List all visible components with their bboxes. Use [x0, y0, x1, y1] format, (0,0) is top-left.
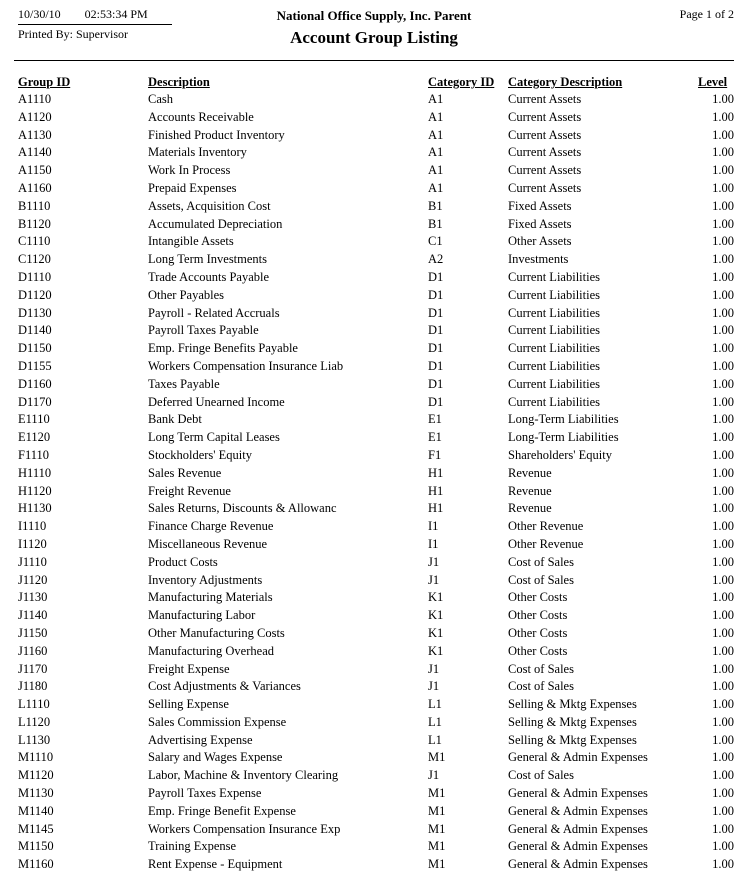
cell-category-id: K1	[428, 608, 444, 623]
cell-category-id: H1	[428, 483, 444, 498]
cell-category-id: I1	[428, 536, 439, 551]
cell-category-description: Other Costs	[508, 625, 568, 640]
cell-description: Labor, Machine & Inventory Clearing	[148, 768, 339, 783]
cell-category-id: E1	[428, 412, 442, 427]
cell-group-id: J1180	[18, 679, 48, 694]
cell-description: Payroll Taxes Payable	[148, 323, 259, 338]
table-row	[18, 429, 734, 447]
cell-description: Finished Product Inventory	[148, 127, 285, 142]
table-row	[18, 714, 734, 732]
cell-category-id: F1	[428, 447, 442, 462]
cell-group-id: D1110	[18, 269, 52, 284]
cell-category-id: A2	[428, 252, 444, 267]
cell-level: 1.00	[712, 447, 734, 462]
cell-category-id: B1	[428, 216, 443, 231]
column-header-group-id: Group ID	[18, 75, 71, 89]
cell-group-id: B1110	[18, 198, 51, 213]
cell-level: 1.00	[712, 394, 734, 409]
header-left	[18, 7, 172, 42]
cell-category-id: M1	[428, 750, 446, 765]
table-row	[18, 358, 734, 376]
cell-description: Manufacturing Labor	[148, 608, 256, 623]
cell-group-id: A1150	[18, 163, 52, 178]
cell-group-id: I1110	[18, 519, 47, 534]
table-row	[18, 767, 734, 785]
cell-group-id: J1160	[18, 643, 48, 658]
table-row	[18, 643, 734, 661]
table-row	[18, 180, 734, 198]
cell-group-id: M1130	[18, 786, 54, 801]
table-row	[18, 162, 734, 180]
cell-description: Prepaid Expenses	[148, 180, 237, 195]
cell-category-description: Revenue	[508, 501, 552, 516]
cell-group-id: F1110	[18, 447, 50, 462]
cell-description: Bank Debt	[148, 412, 202, 427]
cell-description: Assets, Acquisition Cost	[148, 198, 271, 213]
page-number: Page 1 of 2	[679, 7, 734, 21]
table-row	[18, 661, 734, 679]
cell-category-description: General & Admin Expenses	[508, 750, 648, 765]
cell-category-description: Other Costs	[508, 608, 568, 623]
cell-level: 1.00	[712, 269, 734, 284]
cell-level: 1.00	[712, 252, 734, 267]
cell-category-description: Cost of Sales	[508, 768, 574, 783]
table-row	[18, 411, 734, 429]
cell-level: 1.00	[712, 519, 734, 534]
cell-description: Training Expense	[148, 839, 237, 854]
cell-group-id: L1130	[18, 732, 51, 747]
cell-description: Freight Revenue	[148, 483, 231, 498]
cell-description: Long Term Capital Leases	[148, 430, 280, 445]
cell-category-id: D1	[428, 376, 444, 391]
cell-category-id: J1	[428, 572, 440, 587]
table-body	[18, 91, 734, 874]
cell-category-id: A1	[428, 145, 444, 160]
account-group-table	[18, 73, 734, 874]
cell-category-description: Current Assets	[508, 92, 582, 106]
table-row	[18, 305, 734, 323]
cell-level: 1.00	[712, 412, 734, 427]
cell-category-description: Other Costs	[508, 590, 568, 605]
cell-description: Inventory Adjustments	[148, 572, 263, 587]
cell-category-id: A1	[428, 109, 444, 124]
cell-group-id: M1140	[18, 803, 54, 818]
cell-category-id: H1	[428, 501, 444, 516]
table-row	[18, 127, 734, 145]
cell-category-description: General & Admin Expenses	[508, 803, 648, 818]
column-header-category-description: Category Description	[508, 75, 623, 89]
cell-level: 1.00	[712, 625, 734, 640]
cell-group-id: M1145	[18, 821, 54, 836]
cell-level: 1.00	[712, 732, 734, 747]
cell-group-id: E1110	[18, 412, 50, 427]
table-row	[18, 376, 734, 394]
cell-category-id: M1	[428, 839, 446, 854]
cell-level: 1.00	[712, 483, 734, 498]
cell-level: 1.00	[712, 501, 734, 516]
cell-category-description: General & Admin Expenses	[508, 839, 648, 854]
table-row	[18, 109, 734, 127]
cell-description: Freight Expense	[148, 661, 230, 676]
cell-level: 1.00	[712, 714, 734, 729]
cell-category-id: K1	[428, 625, 444, 640]
cell-level: 1.00	[712, 465, 734, 480]
cell-category-id: J1	[428, 768, 440, 783]
cell-category-description: Cost of Sales	[508, 661, 574, 676]
cell-category-description: Current Assets	[508, 145, 582, 160]
cell-group-id: A1130	[18, 127, 52, 142]
cell-level: 1.00	[712, 536, 734, 551]
column-header-level: Level	[698, 75, 728, 89]
cell-category-description: Fixed Assets	[508, 216, 572, 231]
cell-category-description: Cost of Sales	[508, 554, 574, 569]
cell-category-id: B1	[428, 198, 443, 213]
cell-category-description: Revenue	[508, 483, 552, 498]
cell-category-id: K1	[428, 643, 444, 658]
cell-category-id: C1	[428, 234, 443, 249]
cell-level: 1.00	[712, 554, 734, 569]
cell-category-id: L1	[428, 697, 442, 712]
cell-group-id: J1130	[18, 590, 48, 605]
table-row	[18, 500, 734, 518]
cell-category-id: A1	[428, 127, 444, 142]
cell-description: Accounts Receivable	[148, 109, 254, 124]
cell-group-id: M1120	[18, 768, 54, 783]
cell-level: 1.00	[712, 661, 734, 676]
cell-group-id: H1130	[18, 501, 52, 516]
cell-level: 1.00	[712, 768, 734, 783]
cell-description: Emp. Fringe Benefits Payable	[148, 341, 298, 356]
cell-category-description: Other Assets	[508, 234, 572, 249]
cell-group-id: H1120	[18, 483, 52, 498]
cell-category-description: Current Liabilities	[508, 358, 600, 373]
cell-category-id: A1	[428, 92, 444, 106]
cell-level: 1.00	[712, 216, 734, 231]
cell-category-id: D1	[428, 323, 444, 338]
cell-description: Sales Revenue	[148, 465, 222, 480]
cell-group-id: L1110	[18, 697, 50, 712]
table-row	[18, 554, 734, 572]
cell-category-id: J1	[428, 661, 440, 676]
cell-level: 1.00	[712, 145, 734, 160]
cell-category-description: Current Liabilities	[508, 323, 600, 338]
table-row	[18, 465, 734, 483]
cell-category-id: J1	[428, 679, 440, 694]
table-row	[18, 269, 734, 287]
cell-level: 1.00	[712, 697, 734, 712]
cell-group-id: L1120	[18, 714, 51, 729]
cell-group-id: M1160	[18, 857, 54, 872]
cell-category-description: Other Costs	[508, 643, 568, 658]
cell-group-id: J1140	[18, 608, 48, 623]
table-row	[18, 144, 734, 162]
cell-description: Cost Adjustments & Variances	[148, 679, 301, 694]
cell-description: Selling Expense	[148, 697, 229, 712]
cell-group-id: D1140	[18, 323, 52, 338]
cell-group-id: D1170	[18, 394, 52, 409]
cell-category-id: M1	[428, 857, 446, 872]
cell-level: 1.00	[712, 643, 734, 658]
table-row	[18, 518, 734, 536]
cell-description: Taxes Payable	[148, 376, 220, 391]
cell-group-id: M1110	[18, 750, 54, 765]
cell-category-description: Current Liabilities	[508, 376, 600, 391]
cell-category-id: D1	[428, 341, 444, 356]
cell-category-description: Current Liabilities	[508, 269, 600, 284]
table-row	[18, 233, 734, 251]
table-row	[18, 536, 734, 554]
cell-group-id: A1120	[18, 109, 52, 124]
cell-description: Other Payables	[148, 287, 225, 302]
cell-level: 1.00	[712, 323, 734, 338]
cell-category-description: Shareholders' Equity	[508, 447, 612, 462]
cell-description: Sales Commission Expense	[148, 714, 287, 729]
company-name: National Office Supply, Inc. Parent	[276, 8, 472, 23]
table-row	[18, 572, 734, 590]
cell-description: Salary and Wages Expense	[148, 750, 283, 765]
table-row	[18, 696, 734, 714]
cell-category-description: Investments	[508, 252, 569, 267]
table-row	[18, 251, 734, 269]
cell-category-id: J1	[428, 554, 440, 569]
table-row	[18, 749, 734, 767]
cell-category-description: Current Assets	[508, 180, 582, 195]
cell-category-description: Cost of Sales	[508, 572, 574, 587]
cell-category-description: Selling & Mktg Expenses	[508, 697, 637, 712]
table-row	[18, 340, 734, 358]
cell-level: 1.00	[712, 590, 734, 605]
cell-level: 1.00	[712, 234, 734, 249]
cell-description: Accumulated Depreciation	[148, 216, 283, 231]
cell-category-id: K1	[428, 590, 444, 605]
cell-description: Long Term Investments	[148, 252, 268, 267]
cell-group-id: C1110	[18, 234, 51, 249]
cell-description: Emp. Fringe Benefit Expense	[148, 803, 296, 818]
cell-category-description: Long-Term Liabilities	[508, 412, 619, 427]
cell-category-description: Other Revenue	[508, 519, 584, 534]
table-row	[18, 821, 734, 839]
cell-category-id: D1	[428, 287, 444, 302]
table-row	[18, 216, 734, 234]
cell-group-id: I1120	[18, 536, 47, 551]
cell-category-description: Cost of Sales	[508, 679, 574, 694]
cell-category-id: D1	[428, 394, 444, 409]
cell-group-id: J1170	[18, 661, 48, 676]
cell-level: 1.00	[712, 163, 734, 178]
cell-group-id: A1160	[18, 180, 52, 195]
cell-category-description: General & Admin Expenses	[508, 857, 648, 872]
table-row	[18, 287, 734, 305]
cell-category-description: Current Liabilities	[508, 287, 600, 302]
report-title: Account Group Listing	[290, 28, 458, 47]
cell-description: Intangible Assets	[148, 234, 234, 249]
cell-description: Deferred Unearned Income	[148, 394, 285, 409]
cell-group-id: D1155	[18, 358, 52, 373]
cell-level: 1.00	[712, 572, 734, 587]
cell-category-description: Current Liabilities	[508, 341, 600, 356]
table-row	[18, 803, 734, 821]
cell-category-description: Current Assets	[508, 109, 582, 124]
column-header-description: Description	[148, 75, 210, 89]
cell-category-description: Current Assets	[508, 127, 582, 142]
cell-category-id: A1	[428, 180, 444, 195]
cell-category-description: Revenue	[508, 465, 552, 480]
cell-group-id: D1150	[18, 341, 52, 356]
cell-level: 1.00	[712, 109, 734, 124]
cell-level: 1.00	[712, 127, 734, 142]
cell-description: Sales Returns, Discounts & Allowanc	[148, 501, 337, 516]
cell-description: Payroll - Related Accruals	[148, 305, 280, 320]
cell-level: 1.00	[712, 180, 734, 195]
cell-category-id: M1	[428, 821, 446, 836]
report-header	[14, 5, 734, 61]
cell-group-id: J1110	[18, 554, 47, 569]
cell-category-description: Current Liabilities	[508, 305, 600, 320]
table-row	[18, 198, 734, 216]
cell-category-description: Current Liabilities	[508, 394, 600, 409]
cell-group-id: A1110	[18, 92, 52, 106]
cell-level: 1.00	[712, 839, 734, 854]
cell-description: Work In Process	[148, 163, 231, 178]
cell-description: Rent Expense - Equipment	[148, 857, 283, 872]
cell-level: 1.00	[712, 803, 734, 818]
cell-description: Materials Inventory	[148, 145, 247, 160]
cell-level: 1.00	[712, 786, 734, 801]
column-header-category-id: Category ID	[428, 75, 495, 89]
cell-description: Miscellaneous Revenue	[148, 536, 268, 551]
cell-level: 1.00	[712, 92, 734, 106]
cell-level: 1.00	[712, 287, 734, 302]
cell-category-id: A1	[428, 163, 444, 178]
table-row	[18, 322, 734, 340]
cell-description: Workers Compensation Insurance Exp	[148, 821, 341, 836]
cell-description: Product Costs	[148, 554, 218, 569]
cell-group-id: J1120	[18, 572, 48, 587]
cell-category-id: L1	[428, 732, 442, 747]
table-row	[18, 732, 734, 750]
cell-level: 1.00	[712, 376, 734, 391]
cell-description: Finance Charge Revenue	[148, 519, 274, 534]
cell-level: 1.00	[712, 198, 734, 213]
cell-group-id: A1140	[18, 145, 52, 160]
cell-category-id: M1	[428, 786, 446, 801]
cell-description: Trade Accounts Payable	[148, 269, 270, 284]
cell-category-description: Fixed Assets	[508, 198, 572, 213]
cell-category-id: M1	[428, 803, 446, 818]
cell-group-id: H1110	[18, 465, 52, 480]
cell-category-id: E1	[428, 430, 442, 445]
cell-group-id: M1150	[18, 839, 54, 854]
cell-category-description: Selling & Mktg Expenses	[508, 732, 637, 747]
cell-category-description: Long-Term Liabilities	[508, 430, 619, 445]
cell-description: Manufacturing Overhead	[148, 643, 274, 658]
table-row	[18, 483, 734, 501]
cell-group-id: C1120	[18, 252, 51, 267]
cell-level: 1.00	[712, 341, 734, 356]
table-row	[18, 856, 734, 874]
cell-description: Payroll Taxes Expense	[148, 786, 262, 801]
cell-category-description: General & Admin Expenses	[508, 786, 648, 801]
cell-level: 1.00	[712, 857, 734, 872]
table-row	[18, 678, 734, 696]
cell-category-description: Other Revenue	[508, 536, 584, 551]
cell-category-id: L1	[428, 714, 442, 729]
table-row	[18, 589, 734, 607]
cell-level: 1.00	[712, 750, 734, 765]
cell-level: 1.00	[712, 358, 734, 373]
cell-level: 1.00	[712, 305, 734, 320]
cell-level: 1.00	[712, 608, 734, 623]
cell-category-id: H1	[428, 465, 444, 480]
cell-group-id: D1160	[18, 376, 52, 391]
cell-level: 1.00	[712, 821, 734, 836]
cell-group-id: D1130	[18, 305, 52, 320]
table-row	[18, 625, 734, 643]
table-row	[18, 447, 734, 465]
cell-description: Stockholders' Equity	[148, 447, 252, 462]
table-row	[18, 394, 734, 412]
cell-description: Manufacturing Materials	[148, 590, 273, 605]
cell-level: 1.00	[712, 679, 734, 694]
cell-group-id: E1120	[18, 430, 51, 445]
cell-category-description: General & Admin Expenses	[508, 821, 648, 836]
report-date: 10/30/10	[18, 7, 61, 21]
table-row	[18, 785, 734, 803]
cell-category-description: Selling & Mktg Expenses	[508, 714, 637, 729]
cell-group-id: D1120	[18, 287, 52, 302]
printed-by: Printed By: Supervisor	[18, 27, 128, 41]
cell-group-id: J1150	[18, 625, 48, 640]
cell-category-id: D1	[428, 305, 444, 320]
cell-description: Cash	[148, 92, 173, 106]
report-time: 02:53:34 PM	[84, 7, 148, 21]
table-header-row	[18, 73, 734, 91]
cell-category-id: I1	[428, 519, 439, 534]
report-datetime	[18, 7, 172, 25]
cell-category-id: D1	[428, 269, 444, 284]
cell-group-id: B1120	[18, 216, 51, 231]
table-row	[18, 607, 734, 625]
cell-description: Advertising Expense	[148, 732, 253, 747]
cell-level: 1.00	[712, 430, 734, 445]
cell-category-id: D1	[428, 358, 444, 373]
cell-description: Other Manufacturing Costs	[148, 625, 285, 640]
table-row	[18, 838, 734, 856]
cell-category-description: Current Assets	[508, 163, 582, 178]
cell-description: Workers Compensation Insurance Liab	[148, 358, 344, 373]
table-row	[18, 91, 734, 109]
